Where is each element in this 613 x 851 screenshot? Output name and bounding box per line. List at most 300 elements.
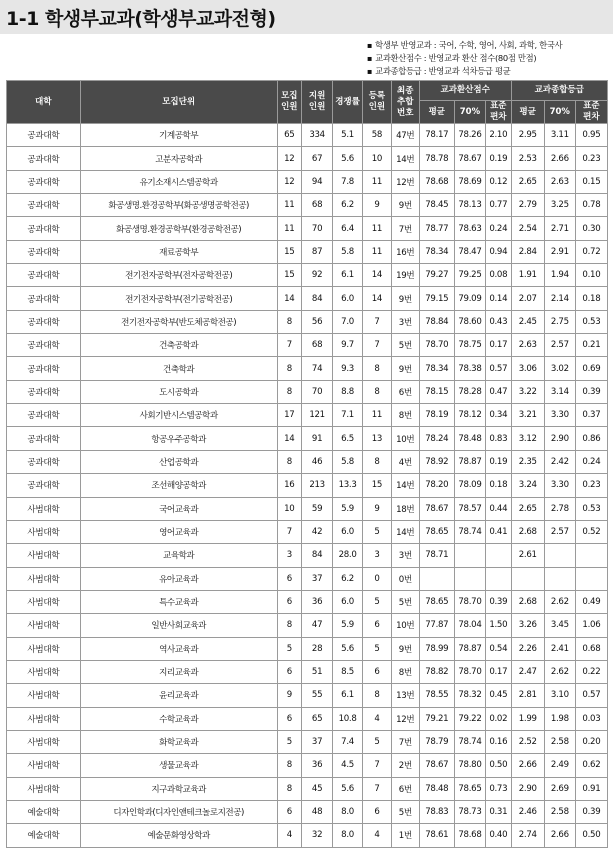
cell-ratio: 10.8 bbox=[333, 707, 363, 730]
cell-applicants: 36 bbox=[302, 754, 333, 777]
cell-unit: 고분자공학과 bbox=[80, 147, 277, 170]
cell-grade-sd: 0.03 bbox=[575, 707, 607, 730]
cell-ratio: 5.9 bbox=[333, 497, 363, 520]
cell-registered: 58 bbox=[363, 124, 392, 147]
cell-ratio: 9.7 bbox=[333, 334, 363, 357]
cell-score-70: 79.09 bbox=[454, 287, 485, 310]
cell-quota: 16 bbox=[277, 474, 302, 497]
table-row bbox=[7, 310, 608, 333]
cell-grade-avg: 2.68 bbox=[511, 590, 544, 613]
cell-university: 공과대학 bbox=[7, 474, 81, 497]
cell-ratio: 5.6 bbox=[333, 637, 363, 660]
cell-last-rank: 14번 bbox=[391, 147, 419, 170]
cell-ratio: 7.1 bbox=[333, 404, 363, 427]
header-university: 대학 bbox=[7, 81, 81, 124]
cell-applicants: 68 bbox=[302, 194, 333, 217]
cell-grade-sd: 0.30 bbox=[575, 217, 607, 240]
cell-score-sd: 0.18 bbox=[485, 474, 511, 497]
cell-last-rank: 1번 bbox=[391, 824, 419, 847]
cell-registered: 3 bbox=[363, 544, 392, 567]
cell-university: 예술대학 bbox=[7, 824, 81, 847]
cell-last-rank: 9번 bbox=[391, 637, 419, 660]
cell-score-avg: 78.61 bbox=[419, 824, 454, 847]
cell-grade-avg: 2.65 bbox=[511, 497, 544, 520]
header-score-sd bbox=[485, 101, 511, 124]
cell-last-rank: 8번 bbox=[391, 404, 419, 427]
header-applicants-text: 지원 인원 bbox=[308, 91, 326, 112]
cell-ratio: 8.0 bbox=[333, 824, 363, 847]
cell-score-70: 78.65 bbox=[454, 777, 485, 800]
cell-grade-sd: 0.62 bbox=[575, 754, 607, 777]
cell-quota: 12 bbox=[277, 170, 302, 193]
table-row bbox=[7, 544, 608, 567]
cell-ratio: 13.3 bbox=[333, 474, 363, 497]
table-row bbox=[7, 754, 608, 777]
cell-applicants: 67 bbox=[302, 147, 333, 170]
cell-score-sd: 0.77 bbox=[485, 194, 511, 217]
cell-quota: 14 bbox=[277, 287, 302, 310]
cell-score-70 bbox=[454, 567, 485, 590]
cell-score-sd: 0.45 bbox=[485, 684, 511, 707]
cell-applicants: 37 bbox=[302, 567, 333, 590]
header-registered bbox=[363, 81, 392, 124]
cell-grade-sd: 0.23 bbox=[575, 147, 607, 170]
table-row bbox=[7, 497, 608, 520]
cell-grade-avg: 1.91 bbox=[511, 264, 544, 287]
note-item: ▪ 학생부 반영교과 : 국어, 수학, 영어, 사회, 과학, 한국사 bbox=[367, 39, 611, 52]
cell-university: 공과대학 bbox=[7, 380, 81, 403]
cell-score-70: 78.68 bbox=[454, 824, 485, 847]
cell-university: 사범대학 bbox=[7, 707, 81, 730]
cell-grade-70: 2.78 bbox=[544, 497, 575, 520]
table-row bbox=[7, 824, 608, 847]
cell-grade-70: 2.63 bbox=[544, 170, 575, 193]
cell-registered: 5 bbox=[363, 520, 392, 543]
cell-applicants: 70 bbox=[302, 380, 333, 403]
cell-registered: 6 bbox=[363, 614, 392, 637]
cell-university: 공과대학 bbox=[7, 264, 81, 287]
cell-registered: 6 bbox=[363, 800, 392, 823]
cell-score-70: 78.70 bbox=[454, 660, 485, 683]
cell-applicants: 46 bbox=[302, 450, 333, 473]
cell-applicants: 68 bbox=[302, 334, 333, 357]
cell-registered: 11 bbox=[363, 240, 392, 263]
cell-score-sd: 0.08 bbox=[485, 264, 511, 287]
cell-grade-70: 2.62 bbox=[544, 590, 575, 613]
header-grade-avg: 평균 bbox=[511, 101, 544, 124]
cell-applicants: 48 bbox=[302, 800, 333, 823]
cell-score-avg: 78.71 bbox=[419, 544, 454, 567]
cell-applicants: 59 bbox=[302, 497, 333, 520]
cell-score-70: 79.22 bbox=[454, 707, 485, 730]
cell-last-rank: 0번 bbox=[391, 567, 419, 590]
cell-last-rank: 47번 bbox=[391, 124, 419, 147]
header-applicants bbox=[302, 81, 333, 124]
table-row bbox=[7, 590, 608, 613]
cell-last-rank: 16번 bbox=[391, 240, 419, 263]
cell-score-70: 78.63 bbox=[454, 217, 485, 240]
cell-ratio: 5.8 bbox=[333, 240, 363, 263]
cell-grade-70: 3.45 bbox=[544, 614, 575, 637]
cell-university: 사범대학 bbox=[7, 567, 81, 590]
cell-score-70: 79.25 bbox=[454, 264, 485, 287]
cell-grade-sd: 0.22 bbox=[575, 660, 607, 683]
cell-quota: 15 bbox=[277, 240, 302, 263]
cell-grade-sd: 0.69 bbox=[575, 357, 607, 380]
cell-grade-sd: 0.37 bbox=[575, 404, 607, 427]
cell-score-70: 78.09 bbox=[454, 474, 485, 497]
cell-score-sd: 0.17 bbox=[485, 660, 511, 683]
cell-quota: 8 bbox=[277, 357, 302, 380]
cell-score-sd: 0.02 bbox=[485, 707, 511, 730]
table-header bbox=[7, 81, 608, 124]
cell-grade-70: 2.14 bbox=[544, 287, 575, 310]
header-unit: 모집단위 bbox=[80, 81, 277, 124]
cell-score-70: 78.87 bbox=[454, 450, 485, 473]
cell-quota: 11 bbox=[277, 217, 302, 240]
cell-university: 공과대학 bbox=[7, 170, 81, 193]
cell-grade-avg: 2.26 bbox=[511, 637, 544, 660]
cell-last-rank: 4번 bbox=[391, 450, 419, 473]
cell-applicants: 121 bbox=[302, 404, 333, 427]
cell-score-avg: 78.19 bbox=[419, 404, 454, 427]
cell-score-70: 78.70 bbox=[454, 590, 485, 613]
cell-university: 사범대학 bbox=[7, 660, 81, 683]
title-bar bbox=[0, 0, 613, 34]
cell-university: 공과대학 bbox=[7, 357, 81, 380]
cell-university: 공과대학 bbox=[7, 450, 81, 473]
cell-ratio: 6.2 bbox=[333, 567, 363, 590]
cell-unit: 화공생명.환경공학부(화공생명공학전공) bbox=[80, 194, 277, 217]
cell-score-avg: 78.55 bbox=[419, 684, 454, 707]
cell-score-sd bbox=[485, 544, 511, 567]
cell-grade-avg: 2.84 bbox=[511, 240, 544, 263]
cell-university: 공과대학 bbox=[7, 404, 81, 427]
cell-unit: 기계공학부 bbox=[80, 124, 277, 147]
cell-registered: 14 bbox=[363, 264, 392, 287]
results-table bbox=[6, 80, 608, 848]
cell-applicants: 32 bbox=[302, 824, 333, 847]
cell-university: 공과대학 bbox=[7, 334, 81, 357]
cell-ratio: 5.6 bbox=[333, 777, 363, 800]
cell-last-rank: 9번 bbox=[391, 357, 419, 380]
cell-registered: 4 bbox=[363, 707, 392, 730]
cell-score-70: 78.48 bbox=[454, 427, 485, 450]
cell-registered: 4 bbox=[363, 824, 392, 847]
cell-grade-sd bbox=[575, 567, 607, 590]
cell-quota: 14 bbox=[277, 427, 302, 450]
cell-score-sd: 0.34 bbox=[485, 404, 511, 427]
cell-score-avg: 78.45 bbox=[419, 194, 454, 217]
cell-registered: 5 bbox=[363, 730, 392, 753]
cell-unit: 산업공학과 bbox=[80, 450, 277, 473]
cell-quota: 6 bbox=[277, 590, 302, 613]
cell-score-sd: 0.19 bbox=[485, 450, 511, 473]
cell-grade-70: 2.41 bbox=[544, 637, 575, 660]
cell-registered: 11 bbox=[363, 217, 392, 240]
cell-grade-70: 3.25 bbox=[544, 194, 575, 217]
cell-score-avg: 78.68 bbox=[419, 170, 454, 193]
cell-university: 사범대학 bbox=[7, 730, 81, 753]
cell-score-avg: 78.82 bbox=[419, 660, 454, 683]
table-row bbox=[7, 450, 608, 473]
cell-score-avg: 78.17 bbox=[419, 124, 454, 147]
cell-quota: 17 bbox=[277, 404, 302, 427]
cell-applicants: 65 bbox=[302, 707, 333, 730]
cell-university: 공과대학 bbox=[7, 124, 81, 147]
cell-grade-avg: 1.99 bbox=[511, 707, 544, 730]
cell-registered: 6 bbox=[363, 660, 392, 683]
cell-score-sd: 0.40 bbox=[485, 824, 511, 847]
table-row bbox=[7, 240, 608, 263]
cell-unit: 지리교육과 bbox=[80, 660, 277, 683]
cell-unit: 전기전자공학부(전기공학전공) bbox=[80, 287, 277, 310]
cell-quota: 6 bbox=[277, 800, 302, 823]
cell-last-rank: 10번 bbox=[391, 427, 419, 450]
cell-score-sd: 0.41 bbox=[485, 520, 511, 543]
cell-quota: 5 bbox=[277, 730, 302, 753]
cell-grade-sd: 1.06 bbox=[575, 614, 607, 637]
header-score-70: 70% bbox=[454, 101, 485, 124]
cell-unit: 조선해양공학과 bbox=[80, 474, 277, 497]
cell-score-70: 78.47 bbox=[454, 240, 485, 263]
cell-unit: 영어교육과 bbox=[80, 520, 277, 543]
cell-applicants: 87 bbox=[302, 240, 333, 263]
cell-grade-70: 1.98 bbox=[544, 707, 575, 730]
cell-last-rank: 5번 bbox=[391, 334, 419, 357]
cell-score-avg: 78.34 bbox=[419, 357, 454, 380]
cell-applicants: 37 bbox=[302, 730, 333, 753]
cell-score-70: 78.38 bbox=[454, 357, 485, 380]
cell-university: 공과대학 bbox=[7, 427, 81, 450]
cell-grade-sd: 0.24 bbox=[575, 450, 607, 473]
table-row bbox=[7, 637, 608, 660]
cell-score-avg: 78.24 bbox=[419, 427, 454, 450]
cell-score-avg: 78.67 bbox=[419, 497, 454, 520]
cell-score-avg: 78.99 bbox=[419, 637, 454, 660]
cell-registered: 0 bbox=[363, 567, 392, 590]
cell-quota: 11 bbox=[277, 194, 302, 217]
cell-quota: 6 bbox=[277, 707, 302, 730]
header-grade-sd bbox=[575, 101, 607, 124]
cell-ratio: 7.0 bbox=[333, 310, 363, 333]
cell-registered: 5 bbox=[363, 590, 392, 613]
cell-grade-avg: 2.68 bbox=[511, 520, 544, 543]
cell-score-70 bbox=[454, 544, 485, 567]
table-row bbox=[7, 707, 608, 730]
cell-grade-70: 3.02 bbox=[544, 357, 575, 380]
header-last-rank-text: 최종 추합 번호 bbox=[397, 85, 414, 118]
cell-registered: 8 bbox=[363, 684, 392, 707]
cell-grade-70: 3.10 bbox=[544, 684, 575, 707]
cell-grade-avg: 2.07 bbox=[511, 287, 544, 310]
cell-grade-avg: 2.66 bbox=[511, 754, 544, 777]
cell-unit: 특수교육과 bbox=[80, 590, 277, 613]
cell-grade-avg: 3.06 bbox=[511, 357, 544, 380]
cell-last-rank: 9번 bbox=[391, 194, 419, 217]
cell-university: 사범대학 bbox=[7, 520, 81, 543]
cell-ratio: 6.0 bbox=[333, 590, 363, 613]
cell-grade-70: 2.66 bbox=[544, 824, 575, 847]
cell-score-avg: 79.15 bbox=[419, 287, 454, 310]
cell-score-avg: 78.83 bbox=[419, 800, 454, 823]
cell-score-avg: 78.20 bbox=[419, 474, 454, 497]
note-item: ▪ 교과환산점수 : 반영교과 환산 점수(80점 만점) bbox=[367, 52, 611, 65]
header-score-group: 교과환산점수 bbox=[419, 81, 511, 101]
cell-score-avg: 78.70 bbox=[419, 334, 454, 357]
cell-grade-avg bbox=[511, 567, 544, 590]
cell-last-rank: 19번 bbox=[391, 264, 419, 287]
cell-quota: 8 bbox=[277, 450, 302, 473]
cell-ratio: 6.5 bbox=[333, 427, 363, 450]
cell-grade-avg: 3.26 bbox=[511, 614, 544, 637]
note-item: ▪ 교과종합등급 : 반영교과 석차등급 평균 bbox=[367, 65, 611, 78]
cell-score-70: 78.13 bbox=[454, 194, 485, 217]
cell-last-rank: 5번 bbox=[391, 590, 419, 613]
cell-ratio: 4.5 bbox=[333, 754, 363, 777]
cell-score-sd: 0.83 bbox=[485, 427, 511, 450]
cell-last-rank: 18번 bbox=[391, 497, 419, 520]
cell-last-rank: 12번 bbox=[391, 170, 419, 193]
cell-score-avg: 78.15 bbox=[419, 380, 454, 403]
cell-grade-sd: 0.39 bbox=[575, 380, 607, 403]
cell-last-rank: 13번 bbox=[391, 684, 419, 707]
cell-unit: 도시공학과 bbox=[80, 380, 277, 403]
cell-grade-70 bbox=[544, 544, 575, 567]
table-row bbox=[7, 380, 608, 403]
cell-unit: 예술문화영상학과 bbox=[80, 824, 277, 847]
cell-university: 공과대학 bbox=[7, 147, 81, 170]
cell-ratio: 6.1 bbox=[333, 684, 363, 707]
cell-applicants: 213 bbox=[302, 474, 333, 497]
cell-applicants: 91 bbox=[302, 427, 333, 450]
cell-score-avg: 79.21 bbox=[419, 707, 454, 730]
cell-score-sd: 0.16 bbox=[485, 730, 511, 753]
cell-ratio: 9.3 bbox=[333, 357, 363, 380]
cell-score-sd bbox=[485, 567, 511, 590]
cell-grade-sd: 0.53 bbox=[575, 310, 607, 333]
cell-score-avg: 78.92 bbox=[419, 450, 454, 473]
cell-score-sd: 0.24 bbox=[485, 217, 511, 240]
cell-ratio: 8.0 bbox=[333, 800, 363, 823]
cell-applicants: 51 bbox=[302, 660, 333, 683]
cell-grade-avg: 3.12 bbox=[511, 427, 544, 450]
cell-quota: 7 bbox=[277, 334, 302, 357]
table-row bbox=[7, 730, 608, 753]
cell-grade-70: 3.30 bbox=[544, 404, 575, 427]
notes-box bbox=[367, 39, 611, 78]
cell-grade-sd: 0.68 bbox=[575, 637, 607, 660]
table-row bbox=[7, 357, 608, 380]
cell-applicants: 36 bbox=[302, 590, 333, 613]
cell-grade-sd bbox=[575, 544, 607, 567]
cell-unit: 윤리교육과 bbox=[80, 684, 277, 707]
cell-unit: 화학교육과 bbox=[80, 730, 277, 753]
cell-registered: 11 bbox=[363, 404, 392, 427]
cell-grade-sd: 0.78 bbox=[575, 194, 607, 217]
cell-score-70: 78.32 bbox=[454, 684, 485, 707]
cell-grade-avg: 2.46 bbox=[511, 800, 544, 823]
cell-registered: 5 bbox=[363, 637, 392, 660]
cell-grade-sd: 0.21 bbox=[575, 334, 607, 357]
header-score-avg: 평균 bbox=[419, 101, 454, 124]
cell-grade-70: 2.66 bbox=[544, 147, 575, 170]
cell-registered: 10 bbox=[363, 147, 392, 170]
cell-grade-70: 2.58 bbox=[544, 730, 575, 753]
cell-quota: 8 bbox=[277, 380, 302, 403]
cell-ratio: 6.2 bbox=[333, 194, 363, 217]
cell-unit: 지구과학교육과 bbox=[80, 777, 277, 800]
cell-last-rank: 6번 bbox=[391, 777, 419, 800]
cell-grade-avg: 2.79 bbox=[511, 194, 544, 217]
cell-score-70: 78.28 bbox=[454, 380, 485, 403]
table-row bbox=[7, 777, 608, 800]
cell-score-sd: 0.14 bbox=[485, 287, 511, 310]
table-row bbox=[7, 124, 608, 147]
cell-quota: 6 bbox=[277, 660, 302, 683]
cell-score-sd: 0.94 bbox=[485, 240, 511, 263]
cell-grade-70: 2.57 bbox=[544, 334, 575, 357]
cell-score-avg: 78.67 bbox=[419, 754, 454, 777]
cell-score-70: 78.75 bbox=[454, 334, 485, 357]
cell-grade-avg: 2.90 bbox=[511, 777, 544, 800]
cell-registered: 7 bbox=[363, 754, 392, 777]
cell-applicants: 84 bbox=[302, 544, 333, 567]
cell-grade-sd: 0.49 bbox=[575, 590, 607, 613]
cell-score-avg: 78.48 bbox=[419, 777, 454, 800]
cell-unit: 유아교육과 bbox=[80, 567, 277, 590]
cell-grade-70: 2.69 bbox=[544, 777, 575, 800]
cell-score-70: 78.74 bbox=[454, 520, 485, 543]
cell-grade-avg: 2.65 bbox=[511, 170, 544, 193]
cell-unit: 유기소재시스템공학과 bbox=[80, 170, 277, 193]
cell-last-rank: 8번 bbox=[391, 660, 419, 683]
cell-ratio: 7.4 bbox=[333, 730, 363, 753]
cell-score-sd: 2.10 bbox=[485, 124, 511, 147]
cell-last-rank: 3번 bbox=[391, 544, 419, 567]
cell-registered: 9 bbox=[363, 497, 392, 520]
cell-university: 공과대학 bbox=[7, 240, 81, 263]
cell-quota: 10 bbox=[277, 497, 302, 520]
cell-registered: 8 bbox=[363, 380, 392, 403]
cell-score-70: 78.04 bbox=[454, 614, 485, 637]
cell-last-rank: 5번 bbox=[391, 800, 419, 823]
cell-applicants: 94 bbox=[302, 170, 333, 193]
cell-grade-70 bbox=[544, 567, 575, 590]
cell-ratio: 5.6 bbox=[333, 147, 363, 170]
cell-ratio: 8.5 bbox=[333, 660, 363, 683]
cell-registered: 13 bbox=[363, 427, 392, 450]
cell-last-rank: 10번 bbox=[391, 614, 419, 637]
header-last-rank bbox=[391, 81, 419, 124]
cell-university: 사범대학 bbox=[7, 497, 81, 520]
cell-unit: 수학교육과 bbox=[80, 707, 277, 730]
cell-unit: 전기전자공학부(반도체공학전공) bbox=[80, 310, 277, 333]
cell-grade-sd: 0.72 bbox=[575, 240, 607, 263]
cell-grade-avg: 2.52 bbox=[511, 730, 544, 753]
cell-score-avg: 78.65 bbox=[419, 590, 454, 613]
table-row bbox=[7, 614, 608, 637]
cell-registered: 15 bbox=[363, 474, 392, 497]
cell-score-avg: 78.84 bbox=[419, 310, 454, 333]
cell-quota: 8 bbox=[277, 754, 302, 777]
cell-grade-sd: 0.91 bbox=[575, 777, 607, 800]
cell-grade-70: 2.49 bbox=[544, 754, 575, 777]
cell-quota: 8 bbox=[277, 777, 302, 800]
cell-last-rank: 12번 bbox=[391, 707, 419, 730]
cell-score-avg: 78.77 bbox=[419, 217, 454, 240]
cell-last-rank: 9번 bbox=[391, 287, 419, 310]
